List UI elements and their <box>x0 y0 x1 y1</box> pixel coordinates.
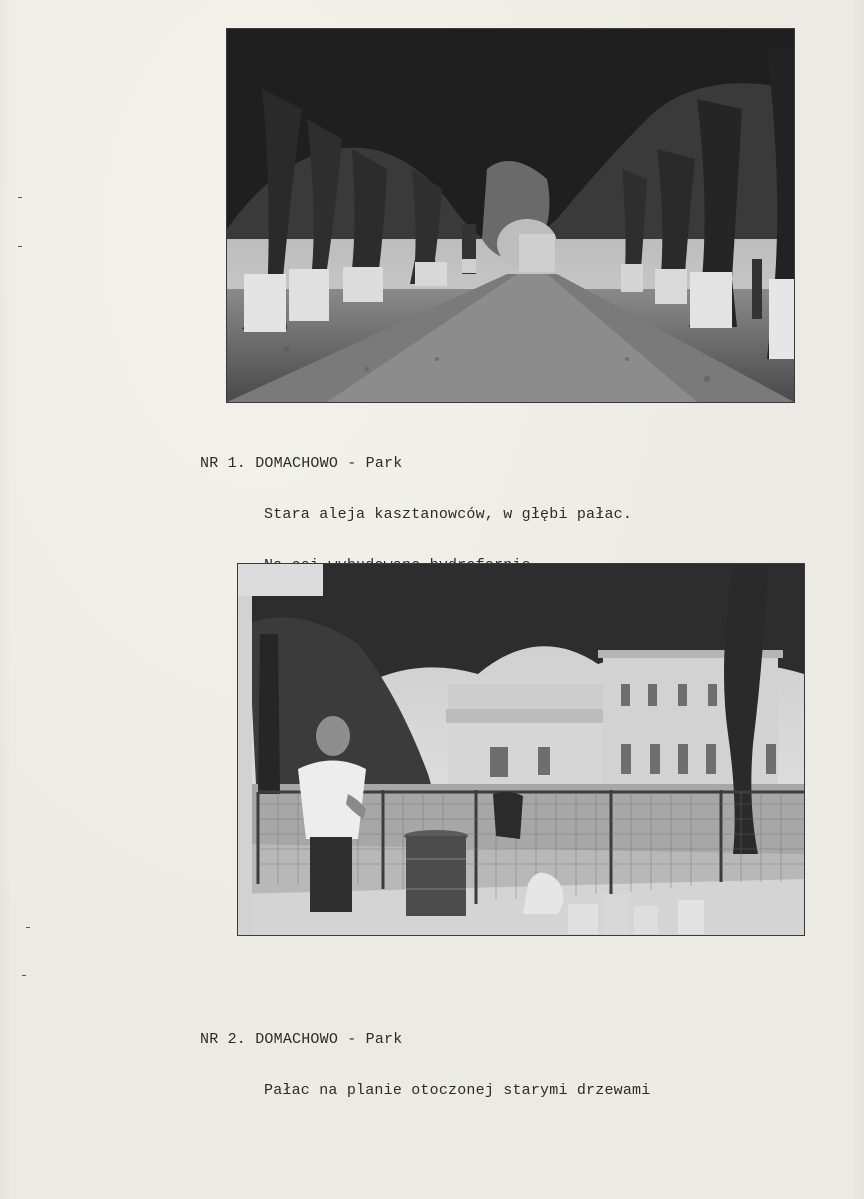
caption-line: Pałac na planie otoczonej starymi drzewami <box>264 1082 651 1099</box>
caption-heading: NR 2. DOMACHOWO - Park <box>200 1031 403 1048</box>
photo-caption <box>200 997 650 1133</box>
margin-mark <box>18 246 22 247</box>
caption-heading: NR 1. DOMACHOWO - Park <box>200 455 403 472</box>
photo-chestnut-avenue <box>226 28 795 403</box>
caption-line: Stara aleja kasztanowców, w głębi pałac. <box>264 506 633 523</box>
photo-palace-with-fence <box>237 563 805 936</box>
margin-mark <box>22 975 26 976</box>
margin-mark <box>18 197 22 198</box>
margin-mark <box>26 927 30 928</box>
